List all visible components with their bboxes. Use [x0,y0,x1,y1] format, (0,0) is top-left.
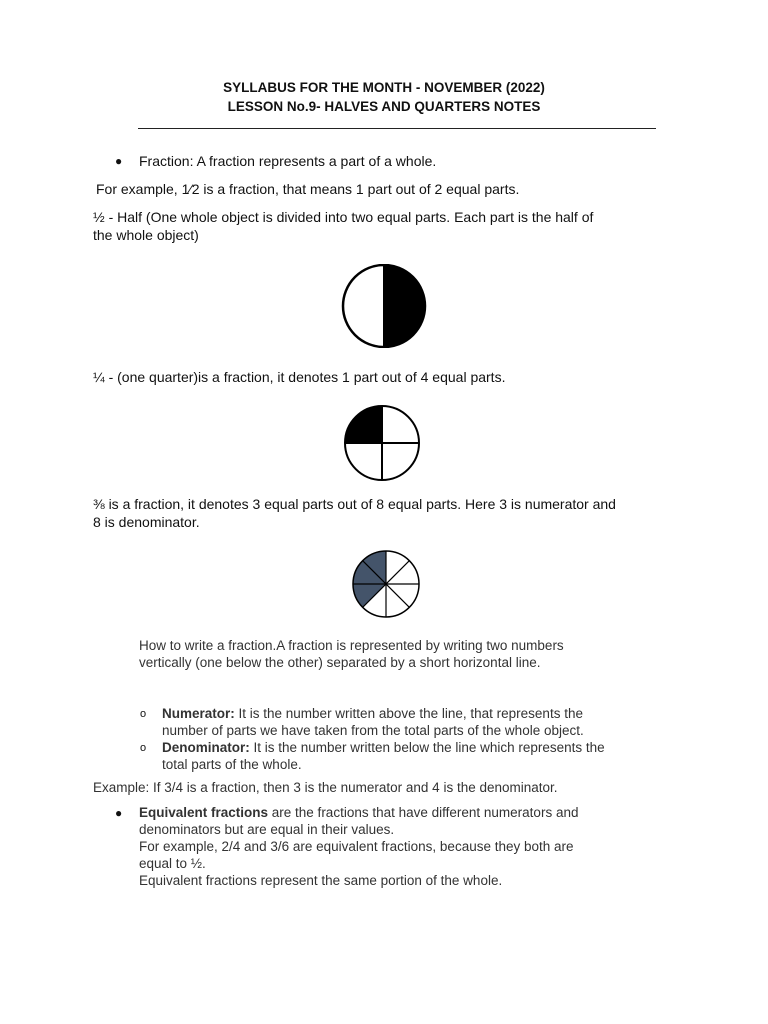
numerator-term: Numerator: [162,706,235,721]
sub-bullet-denominator: o [140,742,147,754]
numerator-text: It is the number written above the line, that represents the [234,706,583,721]
half-description-line2: the whole object) [93,227,199,243]
quarter-shaded-part [345,406,382,443]
half-description-line1: ½ - Half (One whole object is divided into two equal parts. Each part is the half of [93,209,594,225]
equivalent-line5: Equivalent fractions represent the same portion of the whole. [139,873,503,888]
eighths-dividers [353,551,419,617]
how-to-line1: How to write a fraction.A fraction is represented by writing two numbers [139,638,564,653]
example-three-quarters: Example: If 3/4 is a fraction, then 3 is the numerator and 4 is the denominator. [93,780,558,795]
bullet-fraction: ● [115,154,123,168]
equivalent-line1 [139,804,578,821]
page-title: SYLLABUS FOR THE MONTH - NOVEMBER (2022) [223,80,545,95]
sub-bullet-numerator: o [140,708,147,720]
denominator-line2: total parts of the whole. [162,757,302,772]
quarter-circle-figure [342,405,424,483]
example-half: For example, 1⁄2 is a fraction, that means 1 part out of 2 equal parts. [96,181,520,197]
half-shaded-part [384,265,425,347]
equivalent-text: are the fractions that have different numerators and [268,805,579,820]
denominator-text: It is the number written below the line which represents the [249,740,605,755]
how-to-line2: vertically (one below the other) separated by a short horizontal line. [139,655,541,670]
three-eighths-line2: 8 is denominator. [93,514,200,530]
equivalent-line2: denominators but are equal in their values. [139,822,395,837]
three-eighths-line1: ⅜ is a fraction, it denotes 3 equal parts out of 8 equal parts. Here 3 is numerator and [93,496,616,512]
numerator-line1 [162,705,583,722]
denominator-line1 [162,739,605,756]
equivalent-term: Equivalent fractions [139,805,269,820]
quarter-description: ¼ - (one quarter)is a fraction, it denotes 1 part out of 4 equal parts. [93,369,506,385]
bullet-equivalent: ● [115,806,123,820]
equivalent-line4: equal to ½. [139,856,206,871]
equivalent-line3: For example, 2/4 and 3/6 are equivalent fractions, because they both are [139,839,574,854]
eighths-circle-figure [350,549,424,619]
numerator-line2: number of parts we have taken from the total parts of the whole object. [162,723,584,738]
half-circle-figure [340,264,430,348]
denominator-term: Denominator: [162,740,250,755]
fraction-definition: Fraction: A fraction represents a part of a whole. [139,153,437,169]
title-divider [138,128,656,129]
lesson-title: LESSON No.9- HALVES AND QUARTERS NOTES [227,99,541,114]
